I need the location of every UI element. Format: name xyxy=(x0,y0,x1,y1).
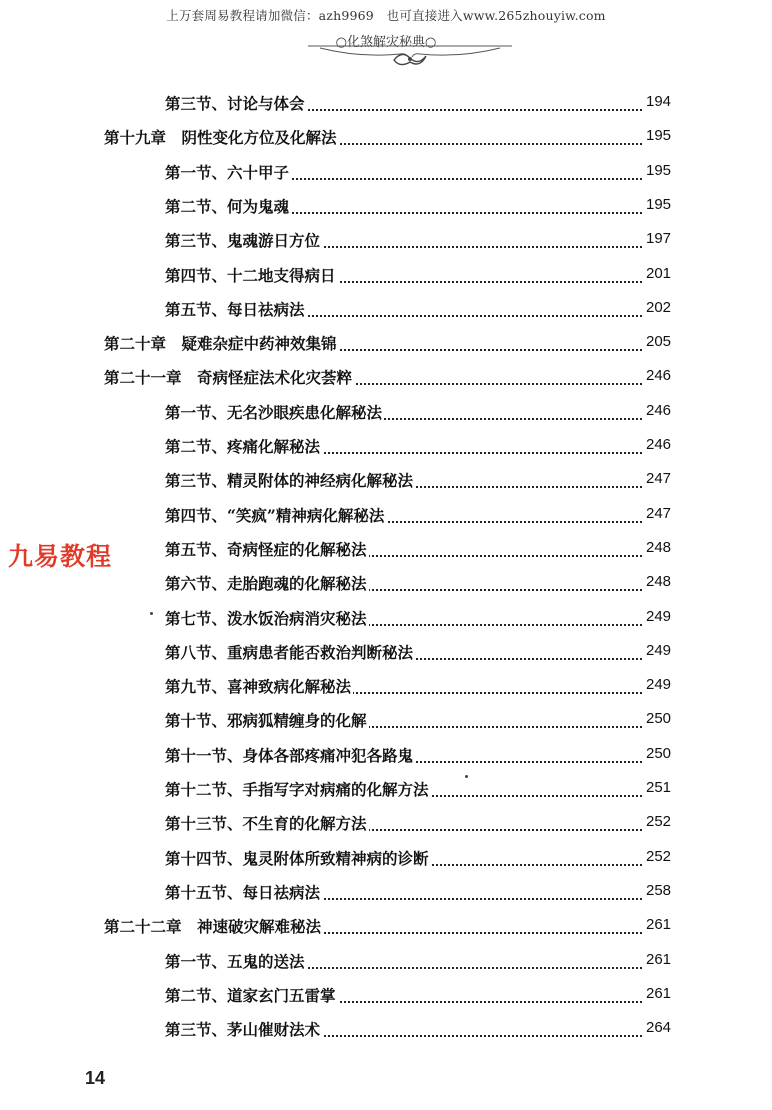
toc-entry-title: 第十四节、鬼灵附体所致精神病的诊断 xyxy=(165,848,429,868)
toc-section-entry xyxy=(0,88,772,118)
toc-entry-title: 第一节、无名沙眼疾患化解秘法 xyxy=(165,402,383,422)
scan-speck xyxy=(150,612,153,615)
toc-entry-title: 第八节、重病患者能否救治判断秘法 xyxy=(165,642,414,662)
watermark-logo: 九易教程 xyxy=(8,542,113,571)
header-ornament xyxy=(290,44,530,70)
toc-entry-title: 第二节、何为鬼魂 xyxy=(165,196,290,216)
toc-entry-title: 第十二节、手指写字对病痛的化解方法 xyxy=(165,780,429,799)
toc-entry-title: 第十节、邪病狐精缠身的化解 xyxy=(165,711,367,731)
toc-entry-page: 247 xyxy=(646,504,672,522)
toc-entry-page: 252 xyxy=(646,847,672,865)
toc-section-entry xyxy=(0,603,772,633)
toc-entry-page: 252 xyxy=(646,813,672,831)
toc-entry-title: 第二十二章 神速破灾解难秘法 xyxy=(104,917,322,937)
toc-section-entry xyxy=(0,774,772,804)
toc-entry-title: 第五节、每日祛病法 xyxy=(165,299,305,319)
toc-entry-page: 249 xyxy=(646,641,672,659)
toc-section-entry xyxy=(0,157,772,187)
toc-entry-page: 201 xyxy=(646,264,672,282)
toc-entry-title: 第十一节、身体各部疼痛冲犯各路鬼 xyxy=(165,745,414,765)
toc-entry-title: 第九节、喜神致病化解秘法 xyxy=(165,677,352,697)
scan-speck xyxy=(465,775,468,778)
toc-entry-page: 249 xyxy=(646,676,672,694)
toc-section-entry xyxy=(0,808,772,838)
toc-chapter-entry xyxy=(0,122,772,152)
toc-entry-page: 246 xyxy=(646,367,672,385)
toc-entry-page: 195 xyxy=(646,127,672,145)
toc-chapter-entry xyxy=(0,328,772,358)
toc-entry-title: 第一节、五鬼的送法 xyxy=(165,951,305,971)
toc-section-entry xyxy=(0,260,772,290)
toc-entry-page: 247 xyxy=(646,470,672,488)
toc-section-entry xyxy=(0,431,772,461)
toc-entry-page: 195 xyxy=(646,195,672,213)
toc-entry-page: 205 xyxy=(646,333,672,351)
toc-section-entry xyxy=(0,191,772,221)
toc-section-entry xyxy=(0,500,772,530)
toc-entry-title: 第五节、奇病怪症的化解秘法 xyxy=(165,539,367,559)
toc-entry-page: 264 xyxy=(646,1019,672,1037)
toc-chapter-entry xyxy=(0,911,772,941)
toc-section-entry xyxy=(0,946,772,976)
toc-entry-title: 第三节、茅山催财法术 xyxy=(165,1020,321,1040)
toc-entry-page: 251 xyxy=(646,779,672,796)
toc-entry-title: 第三节、精灵附体的神经病化解秘法 xyxy=(165,471,414,491)
toc-entry-page: 250 xyxy=(646,744,672,762)
toc-entry-page: 197 xyxy=(646,230,672,248)
toc-section-entry xyxy=(0,877,772,907)
toc-entry-page: 248 xyxy=(646,538,672,556)
toc-entry-page: 261 xyxy=(646,950,672,968)
header-promo: 上万套周易教程请加微信：azh9969 也可直接进入www.265zhouyiw.com xyxy=(166,8,606,23)
toc-entry-title: 第十五节、每日祛病法 xyxy=(165,882,321,902)
toc-section-entry xyxy=(0,465,772,495)
toc-entry-title: 第十九章 阴性变化方位及化解法 xyxy=(104,128,337,148)
toc-entry-title: 第三节、鬼魂游日方位 xyxy=(165,231,321,251)
toc-entry-page: 261 xyxy=(646,916,672,934)
toc-section-entry xyxy=(0,740,772,770)
toc-entry-title: 第三节、讨论与体会 xyxy=(165,94,305,113)
toc-section-entry xyxy=(0,397,772,427)
toc-entry-page: 202 xyxy=(646,298,672,316)
toc-section-entry xyxy=(0,843,772,873)
toc-section-entry xyxy=(0,671,772,701)
running-title: ○化煞解灾秘典○ xyxy=(335,35,437,50)
toc-section-entry xyxy=(0,637,772,667)
toc-section-entry xyxy=(0,568,772,598)
toc-entry-title: 第二节、道家玄门五雷掌 xyxy=(165,985,336,1005)
toc-entry-title: 第七节、泼水饭治病消灾秘法 xyxy=(165,608,367,628)
toc-entry-title: 第二十章 疑难杂症中药神效集锦 xyxy=(104,334,337,354)
toc-section-entry xyxy=(0,294,772,324)
toc-entry-page: 195 xyxy=(646,161,672,179)
toc-section-entry xyxy=(0,980,772,1010)
toc-entry-page: 246 xyxy=(646,436,672,453)
toc-entry-title: 第六节、走胎跑魂的化解秘法 xyxy=(165,574,367,594)
toc-section-entry xyxy=(0,225,772,255)
toc-entry-page: 249 xyxy=(646,607,672,625)
toc-entry-title: 第四节、“笑疯”精神病化解秘法 xyxy=(165,505,385,525)
toc-entry-page: 261 xyxy=(646,984,672,1002)
toc-entry-title: 第二节、疼痛化解秘法 xyxy=(165,437,321,456)
toc-entry-title: 第一节、六十甲子 xyxy=(165,162,290,182)
toc-section-entry xyxy=(0,705,772,735)
toc-entry-page: 250 xyxy=(646,710,672,728)
toc-entry-page: 248 xyxy=(646,573,672,591)
toc-entry-title: 第四节、十二地支得病日 xyxy=(165,265,336,285)
toc-entry-page: 258 xyxy=(646,881,672,899)
toc-chapter-entry xyxy=(0,362,772,392)
toc-entry-page: 194 xyxy=(646,93,672,110)
toc-entry-title: 第十三节、不生育的化解方法 xyxy=(165,814,367,834)
toc-section-entry xyxy=(0,1014,772,1044)
page-number: 14 xyxy=(85,1068,106,1088)
toc-section-entry xyxy=(0,534,772,564)
toc-entry-page: 246 xyxy=(646,401,672,419)
toc-entry-title: 第二十一章 奇病怪症法术化灾荟粹 xyxy=(104,368,353,388)
